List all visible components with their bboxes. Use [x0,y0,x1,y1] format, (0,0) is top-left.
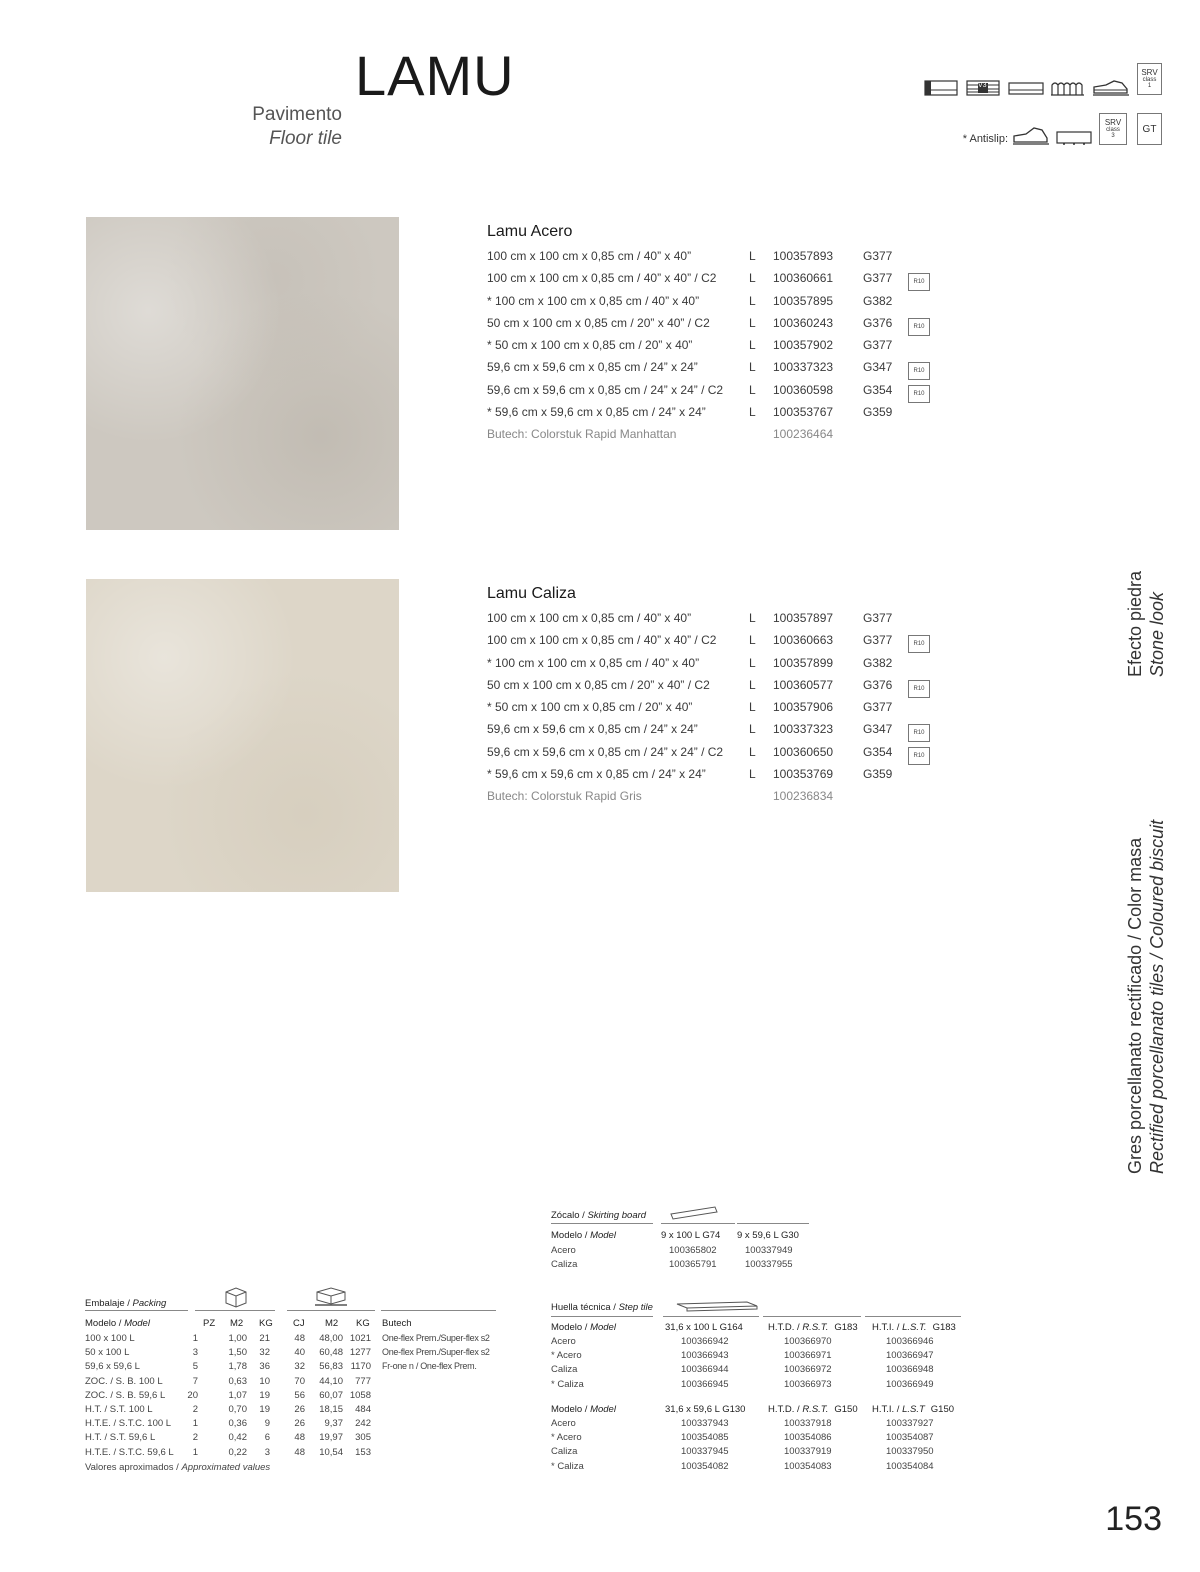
row-group: G354 [863,744,893,759]
packing-head-kg: KG [259,1318,273,1329]
row-format: * 50 cm x 100 cm x 0,85 cm / 20” x 40” [487,338,693,353]
step-head-c-es: H.T.I. / [872,1404,903,1415]
step-code-a: 100337943 [681,1418,729,1429]
skirting-board-icon [669,1204,725,1222]
row-edge: L [749,249,756,263]
packing-cell-pz: 1 [192,1418,198,1430]
row-group: G377 [863,633,893,648]
row-code: 100337323 [773,360,834,375]
row-format: 100 cm x 100 cm x 0,85 cm / 40” x 40” [487,249,692,263]
packing-table [85,1286,500,1476]
skirting-code-b: 100337955 [745,1259,793,1270]
packing-cell-kgb: 1021 [349,1333,371,1344]
product-row [487,290,937,312]
r10-badge: R10 [908,385,930,403]
skirting-model: Caliza [551,1259,578,1270]
packing-cell-kgb: 1170 [350,1361,371,1373]
step-code-b: 100337919 [784,1446,832,1458]
packing-cell-m2: 0,70 [228,1404,247,1415]
row-edge: L [749,700,756,715]
row-edge: L [749,767,756,782]
butech-code: 100236834 [773,789,834,804]
row-code: 100357899 [773,655,834,670]
step-code-a: 100366944 [681,1364,729,1376]
row-code: 100357895 [773,293,834,308]
row-edge: L [749,293,756,308]
step-head-b-es: H.T.D. / [768,1404,803,1415]
packing-cell-m2b: 44,10 [319,1375,343,1387]
packing-cell-m2b: 10,54 [319,1446,343,1458]
row-edge: L [749,315,756,330]
step-head-c-en: L.S.T. [902,1322,927,1333]
packing-cell-kg: 3 [264,1446,270,1458]
gt-badge: GT [1137,113,1162,145]
row-group: G377 [863,700,893,715]
step-model: * Caliza [551,1460,584,1472]
product-row [487,312,937,334]
row-edge: L [749,360,756,375]
row-code: 100360661 [773,271,834,286]
row-edge: L [749,633,756,648]
step-code-b: 100366972 [784,1364,832,1376]
packing-cell-butech: One-flex Prem./Super-flex s2 [382,1347,490,1358]
step-head-model [551,1322,616,1333]
row-format: * 59,6 cm x 59,6 cm x 0,85 cm / 24” x 24” [487,767,706,782]
srv-class-1-badge [1137,63,1162,95]
side-text-stone-look [1124,571,1168,677]
v3-label: V3 [978,82,987,89]
product-name: Lamu Caliza [487,585,576,602]
frost-icon [1050,79,1086,97]
step-code-c: 100366947 [886,1350,934,1362]
skirting-model: Acero [551,1245,576,1256]
packing-head-kgb: KG [356,1318,370,1329]
packing-cell-kg: 6 [264,1432,270,1444]
row-group: G354 [863,382,893,397]
antislip-barefoot-icon [1056,128,1092,146]
r10-badge: R10 [908,362,930,380]
packing-head-m2: M2 [230,1318,244,1329]
packing-cell-cj: 48 [294,1333,305,1344]
step-head-c-en: L.S.T [902,1404,925,1415]
row-group: G359 [863,767,893,782]
packing-cell-butech: Fr-one n / One-flex Prem. [382,1361,477,1372]
page-title: LAMU [355,44,515,107]
side-text-material [1124,820,1168,1174]
step-head-b [768,1322,858,1333]
packing-cell-model: H.T. / S.T. 100 L [85,1404,153,1415]
packing-cell-m2b: 60,07 [319,1389,343,1401]
step-code-c: 100366949 [886,1378,934,1390]
step-code-c: 100366948 [886,1364,934,1376]
skirting-head-b: 9 x 59,6 L G30 [737,1230,799,1241]
side-top-en: Stone look [1147,591,1167,677]
srv-num: 3 [1111,133,1115,139]
product-row [487,652,937,674]
packing-cell-m2b: 9,37 [324,1418,343,1430]
row-code: 100337323 [773,722,834,737]
product-row [487,267,937,289]
traffic-shoe-icon [1092,77,1130,97]
row-group: G376 [863,315,893,330]
step-model: Caliza [551,1446,578,1458]
packing-title: Embalaje / Packing [85,1298,167,1309]
step-head-c-g: G150 [930,1404,955,1415]
packing-cell-kg: 10 [259,1375,270,1387]
butech-name: Butech: Colorstuk Rapid Manhattan [487,427,677,442]
butech-row [487,785,937,807]
packing-cell-kgb: 305 [355,1432,371,1444]
step-title: Huella técnica / Step tile [551,1302,653,1313]
packing-cell-cj: 32 [294,1361,305,1373]
step-model: * Caliza [551,1378,584,1390]
step-code-a: 100354085 [681,1432,729,1444]
row-edge: L [749,382,756,397]
row-group: G377 [863,338,893,353]
packing-cell-butech: One-flex Prem./Super-flex s2 [382,1333,490,1343]
row-format: * 59,6 cm x 59,6 cm x 0,85 cm / 24” x 24” [487,405,706,420]
srv-num: 1 [1147,83,1152,89]
r10-badge: R10 [908,680,930,698]
product-row [487,629,937,651]
row-code: 100360663 [773,633,834,648]
skirting-code-a: 100365791 [669,1259,717,1270]
step-code-a: 100366943 [681,1350,729,1362]
packing-cell-m2b: 19,97 [319,1432,343,1444]
row-code: 100353769 [773,767,834,782]
step-head-b [768,1404,858,1415]
product-row [487,379,937,401]
product-acero [487,219,937,446]
box-icon [223,1286,249,1308]
packing-cell-m2b: 56,83 [319,1361,343,1373]
product-row [487,334,937,356]
product-name: Lamu Acero [487,223,573,240]
step-head-b-en: R.S.T. [802,1322,829,1333]
pallet-icon [313,1286,349,1308]
product-row [487,718,937,740]
row-edge: L [749,338,756,353]
step-code-b: 100366970 [784,1336,832,1347]
srv-class-3-badge [1099,113,1127,145]
step-head-c-g: G183 [932,1322,956,1333]
product-row [487,741,937,763]
row-code: 100360598 [773,382,834,397]
packing-cell-m2: 0,42 [228,1432,247,1444]
packing-cell-m2b: 48,00 [319,1333,343,1344]
step-head-model-es: Modelo / [551,1322,591,1333]
page-subtitle [180,103,342,151]
packing-cell-m2: 0,63 [228,1375,247,1387]
packing-head-model: Modelo / Model [85,1318,150,1329]
packing-cell-kg: 19 [259,1389,270,1401]
r10-badge: R10 [908,635,930,653]
srv-sub: class [1142,77,1157,83]
row-format: 59,6 cm x 59,6 cm x 0,85 cm / 24” x 24” / C2 [487,382,724,397]
packing-cell-model: ZOC. / S. B. 59,6 L [85,1389,166,1401]
r10-badge: R10 [908,273,930,291]
product-rows [487,245,937,446]
step-code-c: 100337950 [886,1446,934,1458]
tile-image-caliza [86,579,399,892]
product-row [487,245,937,267]
packing-cell-m2b: 60,48 [319,1347,343,1359]
step-code-b: 100354083 [784,1460,832,1472]
srv-sub: class [1106,127,1120,133]
row-group: G382 [863,655,893,670]
row-format: 50 cm x 100 cm x 0,85 cm / 20” x 40” / C2 [487,677,710,692]
packing-cell-kgb: 1277 [349,1347,371,1359]
product-rows [487,607,937,808]
step-code-b: 100366971 [784,1350,832,1362]
r10-badge: R10 [908,724,930,742]
thickness-icon [1008,80,1044,96]
packing-cell-pz: 2 [192,1404,198,1415]
packing-cell-kgb: 777 [355,1375,371,1387]
butech-code: 100236464 [773,427,834,442]
skirting-head-a: 9 x 100 L G74 [661,1230,721,1241]
row-edge: L [749,405,756,420]
row-code: 100360650 [773,744,834,759]
step-head-model [551,1404,616,1415]
packing-cell-m2: 1,07 [228,1389,247,1401]
packing-cell-m2: 0,36 [228,1418,247,1430]
r10-badge: R10 [908,747,930,765]
packing-cell-kg: 36 [259,1361,270,1373]
packing-cell-pz: 7 [192,1375,198,1387]
step-head-b-es: H.T.D. / [768,1322,803,1333]
antislip-label: * Antislip: [962,133,1008,145]
packing-cell-model: H.T.E. / S.T.C. 59,6 L [85,1446,174,1458]
row-format: 100 cm x 100 cm x 0,85 cm / 40” x 40” / C2 [487,271,717,286]
srv-label: SRV [1141,68,1158,77]
srv-label: SRV [1104,118,1122,127]
product-caliza [487,581,937,808]
packing-cell-m2: 1,78 [228,1361,247,1373]
skirting-code-b: 100337949 [745,1245,793,1256]
step-head-c-es: H.T.I. / [872,1322,903,1333]
step-head-model-es: Modelo / [551,1404,591,1415]
step-code-c: 100354087 [886,1432,934,1444]
step-code-a: 100354082 [681,1460,729,1472]
row-edge: L [749,611,756,625]
packing-cell-cj: 48 [294,1432,305,1444]
step-head-a: 31,6 x 59,6 L G130 [665,1404,746,1415]
row-group: G377 [863,611,893,625]
r10-badge: R10 [908,318,930,336]
step-head-a: 31,6 x 100 L G164 [665,1322,743,1333]
row-format: * 100 cm x 100 cm x 0,85 cm / 40” x 40” [487,655,700,670]
step-head-b-g: G150 [834,1404,858,1415]
row-format: 100 cm x 100 cm x 0,85 cm / 40” x 40” / C2 [487,633,717,648]
product-row [487,696,937,718]
row-code: 100357906 [773,700,834,715]
side-bottom-en: Rectified porcellanato tiles / Coloured biscuit [1147,819,1167,1174]
packing-cell-kgb: 1058 [349,1389,371,1401]
packing-cell-m2: 1,00 [228,1333,247,1344]
step-code-c: 100354084 [886,1460,934,1472]
packing-cell-cj: 48 [294,1446,305,1458]
step-model: * Acero [551,1350,582,1362]
packing-head-cj: CJ [293,1318,305,1329]
packing-cell-cj: 40 [294,1347,305,1359]
packing-cell-cj: 26 [294,1418,305,1430]
packing-cell-kg: 21 [259,1333,270,1344]
page-number: 153 [1105,1500,1162,1538]
row-group: G376 [863,677,893,692]
step-code-c: 100366946 [886,1336,934,1347]
subtitle-en: Floor tile [269,128,342,149]
row-format: 50 cm x 100 cm x 0,85 cm / 20” x 40” / C2 [487,315,710,330]
row-format: 59,6 cm x 59,6 cm x 0,85 cm / 24” x 24” [487,722,698,737]
step-code-c: 100337927 [886,1418,934,1429]
packing-cell-m2: 1,50 [228,1347,247,1359]
row-edge: L [749,271,756,286]
skirting-title: Zócalo / Skirting board [551,1210,647,1221]
step-head-model-en: Model [590,1404,616,1415]
row-group: G347 [863,360,893,375]
row-format: 59,6 cm x 59,6 cm x 0,85 cm / 24” x 24” / C2 [487,744,724,759]
row-format: * 50 cm x 100 cm x 0,85 cm / 20” x 40” [487,700,693,715]
product-row [487,674,937,696]
step-tile-icon [675,1296,761,1314]
packing-cell-kg: 32 [259,1347,270,1359]
step-head-b-en: R.S.T. [802,1404,829,1415]
packing-cell-pz: 1 [192,1446,198,1458]
step-code-a: 100366945 [681,1378,729,1390]
packing-cell-pz: 20 [187,1389,198,1401]
rectified-edge-icon [924,80,958,96]
step-code-b: 100337918 [784,1418,832,1429]
step-head-model-en: Model [590,1322,616,1333]
row-code: 100357897 [773,611,834,625]
row-edge: L [749,655,756,670]
row-code: 100357902 [773,338,834,353]
packing-cell-cj: 26 [294,1404,305,1415]
step-model: Acero [551,1336,576,1347]
packing-cell-model: 100 x 100 L [85,1333,135,1344]
skirting-head-model: Modelo / Model [551,1230,616,1241]
row-code: 100357893 [773,249,834,263]
step-model: Caliza [551,1364,578,1376]
row-edge: L [749,744,756,759]
row-group: G382 [863,293,893,308]
row-format: 100 cm x 100 cm x 0,85 cm / 40” x 40” [487,611,692,625]
product-row [487,356,937,378]
step-model: Acero [551,1418,576,1429]
step-model: * Acero [551,1432,582,1444]
packing-cell-cj: 56 [294,1389,305,1401]
packing-note: Valores aproximados / Approximated values [85,1462,271,1473]
skirting-code-a: 100365802 [669,1245,717,1256]
packing-cell-model: 59,6 x 59,6 L [85,1361,140,1373]
skirting-table [551,1202,821,1282]
packing-cell-model: H.T. / S.T. 59,6 L [85,1432,156,1444]
row-edge: L [749,722,756,737]
row-group: G377 [863,249,893,263]
packing-cell-kgb: 153 [355,1446,371,1458]
packing-cell-m2b: 18,15 [319,1404,343,1415]
step-code-b: 100354086 [784,1432,832,1444]
row-format: 59,6 cm x 59,6 cm x 0,85 cm / 24” x 24” [487,360,698,375]
packing-cell-pz: 2 [192,1432,198,1444]
packing-cell-model: ZOC. / S. B. 100 L [85,1375,163,1387]
step-head-c [872,1322,956,1333]
packing-head-m2b: M2 [325,1318,339,1329]
step-code-a: 100337945 [681,1446,729,1458]
row-code: 100353767 [773,405,834,420]
step-code-b: 100366973 [784,1378,832,1390]
side-top-es: Efecto piedra [1125,570,1145,677]
row-group: G347 [863,722,893,737]
step-head-c [872,1404,954,1415]
packing-cell-kg: 9 [264,1418,270,1430]
packing-head-pz: PZ [203,1318,216,1329]
packing-cell-model: H.T.E. / S.T.C. 100 L [85,1418,172,1430]
row-format: * 100 cm x 100 cm x 0,85 cm / 40” x 40” [487,293,700,308]
side-bottom-es: Gres porcellanato rectificado / Color masa [1125,837,1145,1174]
butech-row [487,423,937,445]
packing-cell-model: 50 x 100 L [85,1347,130,1359]
butech-name: Butech: Colorstuk Rapid Gris [487,789,642,804]
packing-cell-pz: 5 [192,1361,198,1373]
packing-cell-pz: 3 [192,1347,198,1359]
packing-cell-kgb: 484 [355,1404,371,1415]
row-code: 100360577 [773,677,834,692]
row-group: G377 [863,271,893,286]
packing-cell-kg: 19 [259,1404,270,1415]
subtitle-es: Pavimento [252,104,342,125]
packing-cell-kgb: 242 [355,1418,371,1430]
antislip-shoe-icon [1012,124,1050,146]
packing-head-butech: Butech [382,1318,412,1329]
row-code: 100360243 [773,315,834,330]
row-group: G359 [863,405,893,420]
step-tile-table [551,1294,971,1479]
step-code-a: 100366942 [681,1336,729,1347]
row-edge: L [749,677,756,692]
packing-cell-pz: 1 [192,1333,198,1344]
tile-image-acero [86,217,399,530]
packing-cell-m2: 0,22 [228,1446,247,1458]
product-row [487,763,937,785]
packing-cell-cj: 70 [294,1375,305,1387]
step-head-b-g: G183 [834,1322,858,1333]
product-row [487,401,937,423]
product-row [487,607,937,629]
